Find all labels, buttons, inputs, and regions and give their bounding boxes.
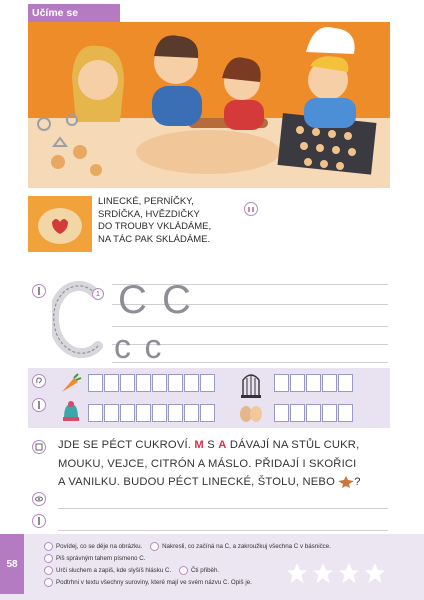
ear-icon (32, 374, 46, 388)
poem-line: DO TROUBY VKLÁDÁME, (98, 221, 212, 232)
page-number: 58 (0, 534, 24, 594)
star-icon[interactable] (312, 562, 334, 584)
section-tag: Učíme se (28, 4, 120, 22)
instruction-text: Urči sluchem a zapiš, kde slyšíš hlásku C. (56, 567, 172, 575)
cookie-image (28, 196, 92, 252)
copy-line (58, 530, 388, 531)
baking-illustration (28, 22, 390, 188)
star-icon[interactable] (338, 562, 360, 584)
uppercase-c-model: C C (118, 278, 193, 322)
poem-line: LINECKÉ, PERNÍČKY, (98, 196, 194, 207)
star-icon[interactable] (364, 562, 386, 584)
sentence-text: ? (354, 476, 361, 488)
eye-icon (32, 492, 46, 506)
instruction-text: Podtrhni v textu všechny suroviny, které mají ve svém názvu C. Opiš je. (56, 579, 252, 587)
star-icon[interactable] (286, 562, 308, 584)
stroke-order-badge: 1 (92, 288, 104, 300)
pencil-icon (32, 398, 46, 412)
lowercase-c-model: c c (114, 328, 164, 366)
ear-icon (44, 566, 53, 575)
rating-stars[interactable] (286, 562, 386, 584)
letter-boxes[interactable] (274, 404, 354, 422)
pencil-icon (32, 284, 46, 298)
sentence-text: A VANILKU. BUDOU PÉCT LINECKÉ, ŠTOLU, NEBO (58, 476, 335, 488)
carrot-picture (58, 372, 82, 396)
draw-icon (244, 202, 258, 216)
instructions-footer (0, 534, 424, 600)
poem-line: SRDÍČKA, HVĚZDIČKY (98, 208, 200, 220)
letter-boxes[interactable] (88, 404, 216, 422)
sentence-text: JDE SE PÉCT CUKROVÍ. (58, 439, 195, 451)
instruction-text: Piš správným tahem písmeno C. (56, 555, 146, 563)
instruction-text: Čti přiběh. (190, 567, 220, 575)
eggs-picture (238, 402, 264, 424)
poem-line: NA TÁC PAK SKLÁDÁME. (98, 233, 211, 245)
speech-icon (44, 542, 53, 551)
instruction-text: Nakresli, co začíná na C, a zakroužkuj všechna C v básničce. (162, 543, 331, 551)
sentence-text: S (203, 439, 219, 451)
sentence-text: MOUKU, VEJCE, CITRÓN A MÁSLO. PŘIDAJÍ I SKOŘICI (58, 457, 357, 470)
pencil-icon (32, 514, 46, 528)
highlighted-letter: A (218, 439, 227, 451)
letter-boxes[interactable] (88, 374, 216, 392)
poem (98, 196, 211, 246)
letter-boxes[interactable] (274, 374, 354, 392)
copy-line (58, 508, 388, 509)
draw-icon (150, 542, 159, 551)
book-icon (32, 440, 46, 454)
hat-picture (60, 400, 82, 426)
instruction-text: Povídej, co se děje na obrázku. (56, 543, 143, 551)
pencil-icon (44, 554, 53, 563)
birdcage-picture (240, 370, 262, 398)
star-cookie-picture (338, 476, 354, 488)
reading-text (58, 436, 388, 492)
book-icon (179, 566, 188, 575)
eye-icon (44, 578, 53, 587)
highlighted-letter: M (194, 439, 204, 451)
sentence-text: DÁVAJÍ NA STŮL CUKR, (226, 439, 360, 451)
writing-line (112, 326, 388, 327)
